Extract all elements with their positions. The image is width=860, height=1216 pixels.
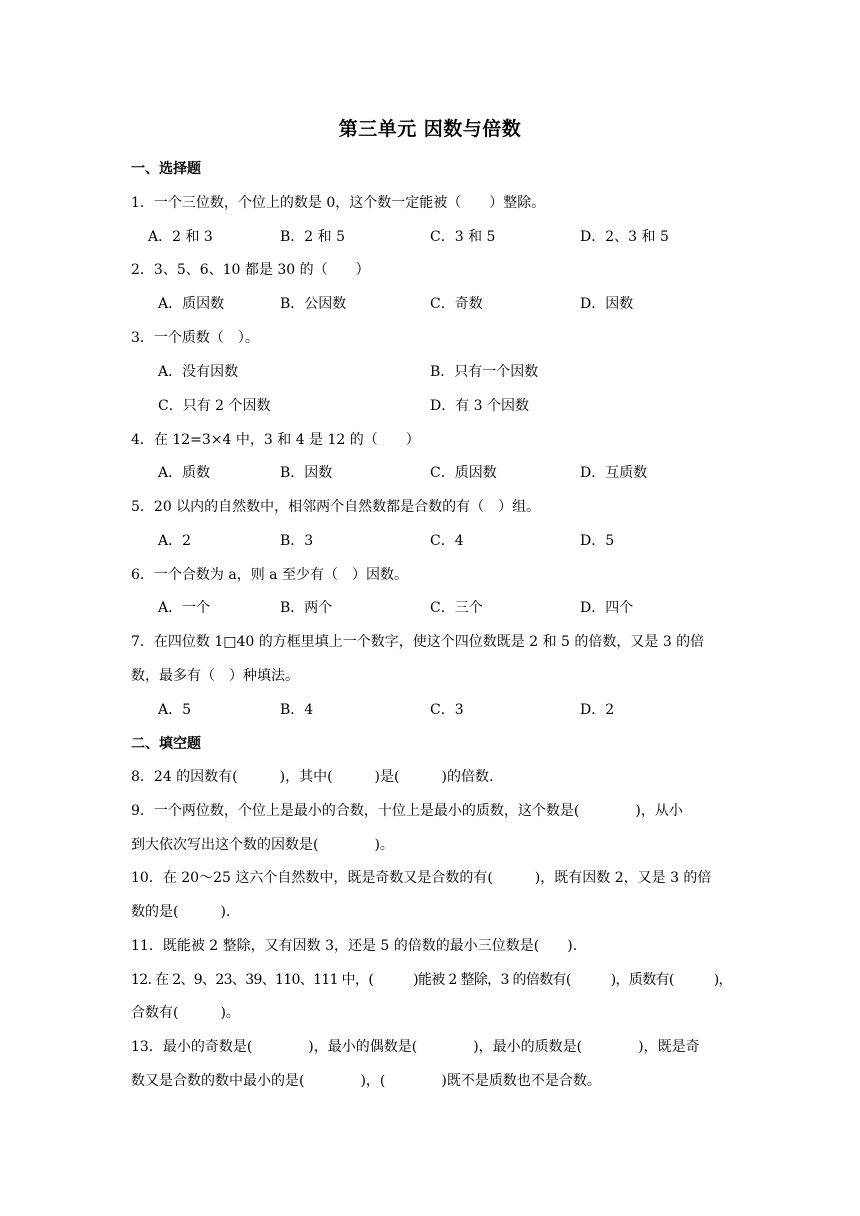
question-3-option-c[interactable]: C．只有 2 个因数 bbox=[158, 398, 271, 414]
question-7-option-a[interactable]: A．5 bbox=[158, 702, 192, 718]
question-1-option-d[interactable]: D．2、3 和 5 bbox=[580, 229, 669, 245]
question-13-line-1: 13．最小的奇数是( )，最小的偶数是( )，最小的质数是( )，既是奇 bbox=[131, 1039, 700, 1055]
question-2-option-b[interactable]: B．公因数 bbox=[280, 296, 347, 312]
question-1-option-c[interactable]: C．3 和 5 bbox=[430, 229, 496, 245]
question-1-stem: 1．一个三位数，个位上的数是 0，这个数一定能被（ ）整除。 bbox=[131, 195, 546, 211]
question-7-option-c[interactable]: C．3 bbox=[430, 702, 464, 718]
question-13-line-2: 数又是合数的数中最小的是( )，( )既不是质数也不是合数。 bbox=[131, 1073, 601, 1089]
question-11-line-1: 11．既能被 2 整除，又有因数 3，还是 5 的倍数的最小三位数是( ). bbox=[131, 938, 578, 954]
question-5-option-c[interactable]: C．4 bbox=[430, 533, 464, 549]
question-5-stem: 5．20 以内的自然数中，相邻两个自然数都是合数的有（ ）组。 bbox=[131, 499, 541, 515]
section-heading-choice: 一、选择题 bbox=[131, 161, 201, 177]
question-4-option-b[interactable]: B．因数 bbox=[280, 465, 333, 481]
question-2-option-d[interactable]: D．因数 bbox=[580, 296, 634, 312]
question-7-option-b[interactable]: B．4 bbox=[280, 702, 314, 718]
question-5-option-a[interactable]: A．2 bbox=[158, 533, 192, 549]
question-12-line-1: 12. 在 2、9、23、39、110、111 中，( )能被 2 整除，3 的倍数有( )，质数有( )， bbox=[131, 972, 732, 988]
question-4-option-c[interactable]: C．质因数 bbox=[430, 465, 497, 481]
question-7-stem-continued: 数，最多有（ ）种填法。 bbox=[131, 668, 299, 684]
question-6-option-c[interactable]: C．三个 bbox=[430, 600, 483, 616]
question-4-option-a[interactable]: A．质数 bbox=[158, 465, 211, 481]
question-6-option-b[interactable]: B．两个 bbox=[280, 600, 333, 616]
question-2-stem: 2．3、5、6、10 都是 30 的（ ） bbox=[131, 262, 370, 278]
question-1-option-a[interactable]: A．2 和 3 bbox=[148, 229, 213, 245]
question-8-line-1: 8．24 的因数有( )，其中( )是( )的倍数. bbox=[131, 769, 494, 785]
question-10-line-2: 数的是( ). bbox=[131, 904, 231, 920]
question-9-line-1: 9．一个两位数，个位上是最小的合数，十位上是最小的质数，这个数是( )，从小 bbox=[131, 803, 683, 819]
page-title: 第三单元 因数与倍数 bbox=[338, 118, 522, 140]
question-6-option-a[interactable]: A．一个 bbox=[158, 600, 211, 616]
question-4-stem: 4．在 12=3×4 中，3 和 4 是 12 的（ ） bbox=[131, 432, 420, 448]
question-3-option-b[interactable]: B．只有一个因数 bbox=[430, 364, 539, 380]
question-3-stem: 3．一个质数（ ）。 bbox=[131, 330, 259, 346]
question-1-option-b[interactable]: B．2 和 5 bbox=[280, 229, 346, 245]
question-7-stem: 7．在四位数 1□40 的方框里填上一个数字，使这个四位数既是 2 和 5 的倍数，又是 3 的倍 bbox=[131, 634, 705, 650]
section-heading-fill: 二、填空题 bbox=[131, 736, 201, 752]
question-2-option-c[interactable]: C．奇数 bbox=[430, 296, 483, 312]
question-6-stem: 6．一个合数为 a，则 a 至少有（ ）因数。 bbox=[131, 567, 408, 583]
question-5-option-d[interactable]: D．5 bbox=[580, 533, 615, 549]
question-2-option-a[interactable]: A．质因数 bbox=[158, 296, 225, 312]
question-4-option-d[interactable]: D．互质数 bbox=[580, 465, 648, 481]
question-7-option-d[interactable]: D．2 bbox=[580, 702, 615, 718]
question-5-option-b[interactable]: B．3 bbox=[280, 533, 314, 549]
question-3-option-a[interactable]: A．没有因数 bbox=[158, 364, 239, 380]
question-3-option-d[interactable]: D．有 3 个因数 bbox=[430, 398, 530, 414]
question-12-line-2: 合数有( )。 bbox=[131, 1005, 240, 1021]
question-9-line-2: 到大依次写出这个数的因数是( )。 bbox=[131, 837, 394, 853]
question-10-line-1: 10．在 20～25 这六个自然数中，既是奇数又是合数的有( )，既有因数 2，又是 3 的倍 bbox=[131, 870, 712, 886]
question-6-option-d[interactable]: D．四个 bbox=[580, 600, 634, 616]
